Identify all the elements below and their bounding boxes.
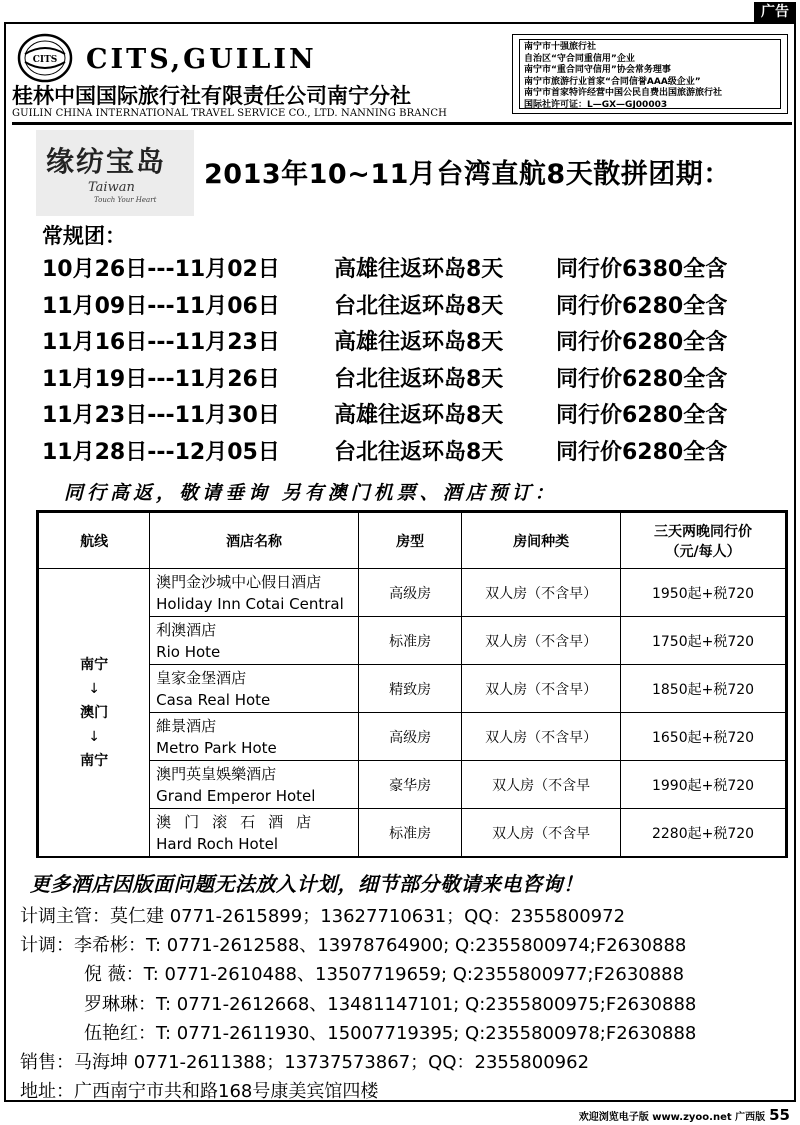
hotel-name-cn: 維景酒店 — [156, 716, 217, 735]
hotel-name-en: Rio Hote — [156, 642, 221, 661]
header-divider — [12, 122, 792, 125]
contact-planner: 罗琳琳：T: 0771-2612668、13481147101; Q:2355800975;F2630888 — [84, 993, 697, 1015]
contact-manager: 计调主管：莫仁建 0771-2615899；13627710631；QQ：2355800972 — [20, 906, 626, 927]
badge-title: 缘纺宝岛 — [46, 145, 167, 178]
room-kind-cell: 双人房（不含早） — [462, 569, 621, 617]
svg-text:CITS: CITS — [32, 55, 58, 65]
room-type-cell: 标准房 — [358, 809, 461, 857]
price-cell: 1750起+税720 — [621, 617, 786, 665]
tour-route: 台北往返环岛8天 — [334, 366, 504, 392]
tour-price: 同行价6380全含 — [556, 257, 728, 282]
contact-planner-line — [20, 931, 790, 960]
price-cell: 1650起+税720 — [621, 713, 786, 761]
price-cell: 1850起+税720 — [621, 665, 786, 713]
tour-row — [42, 325, 782, 362]
tour-price: 同行价6280全含 — [556, 403, 728, 428]
tour-route: 高雄往返环岛8天 — [334, 330, 504, 355]
macau-hotel-table — [36, 510, 788, 858]
table-row — [39, 761, 786, 809]
route-via: 澳门 — [80, 704, 109, 721]
slogan: 同行高返，敬请垂询 另有澳门机票、酒店预订： — [64, 482, 558, 504]
header-room-type: 房型 — [358, 513, 461, 569]
header-price — [621, 513, 786, 569]
honor-line: 南宁市旅游行业首家“合同信誉AAA级企业” — [524, 76, 701, 87]
honor-line: 国际社许可证：L—GX—GJ00003 — [524, 99, 668, 110]
page-number: 55 — [769, 1106, 790, 1124]
price-cell: 1950起+税720 — [621, 569, 786, 617]
hotel-name-cn: 澳門金沙城中心假日酒店 — [156, 572, 322, 591]
tour-row — [42, 435, 782, 472]
room-type-cell: 高级房 — [358, 713, 461, 761]
room-type-cell: 精致房 — [358, 665, 461, 713]
tour-date: 11月28日---12月05日 — [42, 439, 280, 465]
honor-line: 南宁市“重合同守信用”协会常务理事 — [524, 65, 671, 75]
page-footer — [579, 1106, 790, 1124]
tour-price: 同行价6280全含 — [556, 330, 728, 355]
hotel-name-cn: 利澳酒店 — [156, 620, 217, 639]
tour-row — [42, 289, 782, 326]
hotel-name-en: Casa Real Hote — [156, 690, 271, 709]
table-row — [39, 617, 786, 665]
tour-price: 同行价6280全含 — [556, 439, 728, 465]
hotel-name-cell — [150, 761, 359, 809]
tour-list — [42, 252, 782, 471]
table-row — [39, 809, 786, 857]
tour-date: 11月19日---11月26日 — [42, 366, 280, 392]
contact-planner: 李希彬：T: 0771-2612588、13978764900; Q:2355800974;F2630888 — [74, 935, 687, 957]
tour-date: 11月16日---11月23日 — [42, 330, 280, 355]
brand-chinese: 桂林中国国际旅行社有限责任公司南宁分社 — [12, 84, 411, 108]
room-type-cell: 豪华房 — [358, 761, 461, 809]
header-route: 航线 — [39, 513, 150, 569]
hotel-name-cn: 澳门滚石酒店 — [156, 812, 325, 831]
contact-address: 地址：广西南宁市共和路168号康美宾馆四楼 — [20, 1081, 379, 1103]
tour-row — [42, 362, 782, 399]
badge-tagline: Touch Your Heart — [94, 196, 157, 204]
header-price-line2: （元/每人） — [665, 543, 741, 560]
tour-route: 高雄往返环岛8天 — [334, 257, 504, 282]
room-kind-cell: 双人房（不含早 — [462, 809, 621, 857]
ad-tag: 广告 — [754, 2, 796, 22]
room-type-cell: 标准房 — [358, 617, 461, 665]
hotel-name-en: Metro Park Hote — [156, 738, 277, 757]
price-cell: 2280起+税720 — [621, 809, 786, 857]
tour-date: 11月09日---11月06日 — [42, 293, 280, 319]
cits-logo-icon — [16, 32, 74, 84]
hotel-name-en: Holiday Inn Cotai Central — [156, 594, 344, 613]
hotel-name-cn: 皇家金堡酒店 — [156, 668, 247, 687]
route-to: 南宁 — [80, 752, 109, 769]
contact-block — [20, 902, 790, 1106]
room-type-cell: 高级房 — [358, 569, 461, 617]
hotel-name-cell — [150, 809, 359, 857]
room-kind-cell: 双人房（不含早） — [462, 713, 621, 761]
room-kind-cell: 双人房（不含早 — [462, 761, 621, 809]
hotel-name-cell — [150, 713, 359, 761]
badge-english: Taiwan — [88, 180, 135, 195]
room-kind-cell: 双人房（不含早） — [462, 617, 621, 665]
honor-line: 自治区“守合同重信用”企业 — [524, 53, 635, 64]
header-hotel: 酒店名称 — [150, 513, 359, 569]
arrow-down-icon: ↓ — [88, 680, 100, 697]
brand-english: CITS,GUILIN — [86, 44, 317, 75]
route-from: 南宁 — [80, 656, 109, 673]
price-cell: 1990起+税720 — [621, 761, 786, 809]
tour-route: 台北往返环岛8天 — [334, 293, 504, 319]
taiwan-badge-logo — [36, 130, 194, 216]
hotel-name-cn: 澳門英皇娛樂酒店 — [156, 764, 277, 783]
hotel-name-cell — [150, 617, 359, 665]
tour-price: 同行价6280全含 — [556, 293, 728, 319]
table-row — [39, 569, 786, 617]
contact-planner: 伍艳红：T: 0771-2611930、15007719395; Q:2355800978;F2630888 — [84, 1022, 697, 1044]
room-kind-cell: 双人房（不含早） — [462, 665, 621, 713]
planner-label: 计调： — [20, 935, 74, 957]
table-row — [39, 665, 786, 713]
tour-route: 高雄往返环岛8天 — [334, 403, 504, 428]
arrow-down-icon: ↓ — [88, 728, 100, 745]
tour-price: 同行价6280全含 — [556, 366, 728, 392]
tour-date: 10月26日---11月02日 — [42, 257, 280, 282]
footer-text: 欢迎浏览电子版 www.zyoo.net 广西版 — [578, 1112, 766, 1123]
tour-date: 11月23日---11月30日 — [42, 403, 280, 428]
hotel-name-en: Grand Emperor Hotel — [156, 786, 316, 805]
header-room-kind: 房间种类 — [462, 513, 621, 569]
hotel-name-cell — [150, 569, 359, 617]
table-row — [39, 713, 786, 761]
honor-line: 南宁市十强旅行社 — [524, 42, 597, 52]
brand-subtitle: GUILIN CHINA INTERNATIONAL TRAVEL SERVICE CO., LTD. NANNING BRANCH — [12, 108, 447, 119]
table-header-row — [39, 513, 786, 569]
promo-headline: 2013年10~11月台湾直航8天散拼团期： — [204, 159, 731, 190]
hotel-name-cell — [150, 665, 359, 713]
hotel-name-en: Hard Roch Hotel — [156, 834, 279, 853]
tour-row — [42, 252, 782, 289]
contact-sales: 销售：马海坤 0771-2611388；13737573867；QQ：2355800962 — [20, 1051, 590, 1073]
tour-row — [42, 398, 782, 435]
regular-tours-label: 常规团： — [42, 224, 126, 248]
honor-line: 南宁市首家特许经营中国公民自费出国旅游旅行社 — [524, 88, 723, 98]
more-hotels-notice: 更多酒店因版面问题无法放入计划，细节部分敬请来电咨询！ — [30, 872, 584, 896]
tour-route: 台北往返环岛8天 — [334, 439, 504, 465]
header-price-line1: 三天两晚同行价 — [654, 523, 753, 540]
contact-planner: 倪 薇：T: 0771-2610488、13507719659; Q:2355800977;F2630888 — [84, 964, 685, 986]
honors-box — [512, 34, 788, 114]
route-cell — [39, 569, 150, 857]
